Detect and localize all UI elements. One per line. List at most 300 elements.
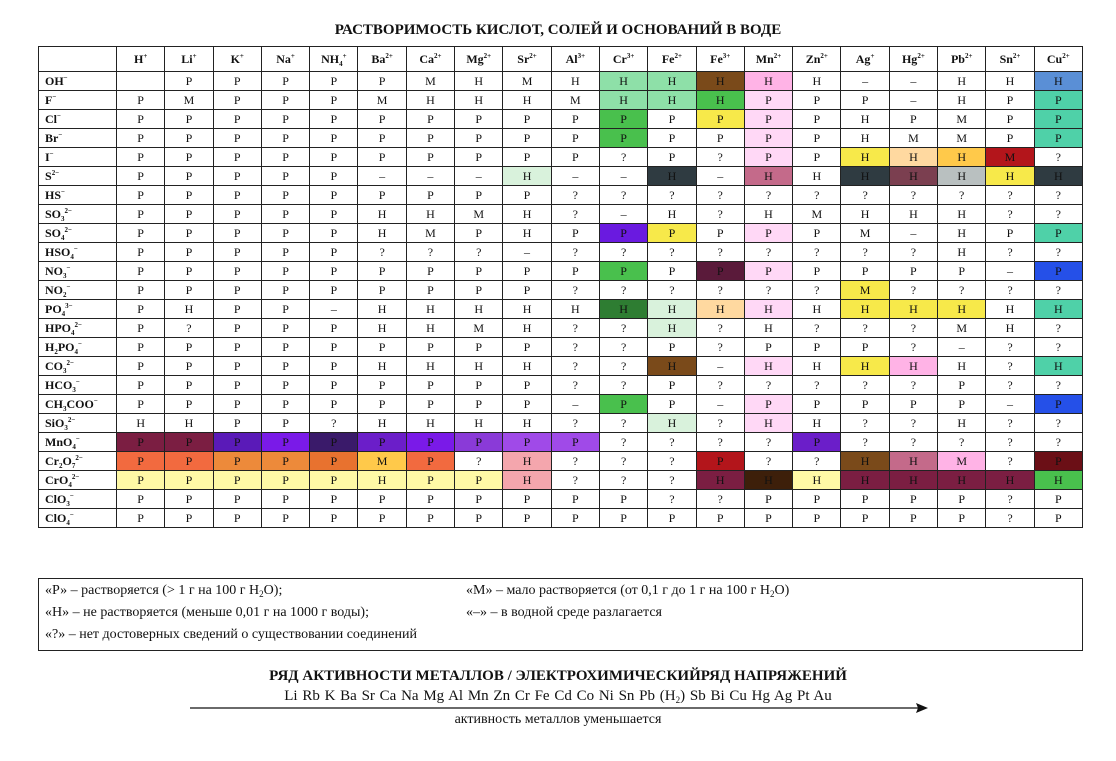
solubility-cell: Р xyxy=(117,338,165,357)
solubility-cell: Н xyxy=(938,357,986,376)
solubility-cell: Р xyxy=(358,376,406,395)
solubility-cell: Р xyxy=(455,224,503,243)
solubility-cell: ? xyxy=(1034,281,1082,300)
anion-label: $HCO_3^-$ xyxy=(39,376,117,395)
solubility-cell: Р xyxy=(165,243,213,262)
solubility-cell: М xyxy=(358,452,406,471)
solubility-cell: Р xyxy=(889,509,937,528)
solubility-cell: – xyxy=(551,167,599,186)
solubility-cell: Р xyxy=(599,490,647,509)
solubility-cell: ? xyxy=(310,414,358,433)
solubility-cell: Р xyxy=(310,319,358,338)
solubility-cell: Р xyxy=(358,148,406,167)
solubility-cell: Н xyxy=(358,357,406,376)
cation-header: $Mg^{2+}$ xyxy=(455,47,503,72)
solubility-cell: Р xyxy=(744,148,792,167)
table-row xyxy=(39,433,1083,452)
solubility-cell: Р xyxy=(310,186,358,205)
legend-box xyxy=(38,578,1083,651)
solubility-cell: Р xyxy=(117,243,165,262)
solubility-cell: Р xyxy=(117,91,165,110)
solubility-cell: Р xyxy=(406,148,454,167)
solubility-cell: Н xyxy=(841,471,889,490)
anion-label: $NO_2^-$ xyxy=(39,281,117,300)
solubility-cell: Р xyxy=(503,281,551,300)
solubility-cell: Р xyxy=(165,205,213,224)
solubility-cell: Н xyxy=(455,357,503,376)
solubility-cell: Н xyxy=(889,300,937,319)
solubility-cell: Р xyxy=(1034,509,1082,528)
solubility-cell: ? xyxy=(648,471,696,490)
solubility-cell: ? xyxy=(889,186,937,205)
solubility-cell: Р xyxy=(793,262,841,281)
cation-header: $NH_4^+$ xyxy=(310,47,358,72)
cation-header: Li+ xyxy=(165,47,213,72)
solubility-cell: Р xyxy=(648,110,696,129)
solubility-cell: Р xyxy=(261,262,309,281)
solubility-cell: Р xyxy=(503,262,551,281)
solubility-cell: Р xyxy=(213,414,261,433)
solubility-cell: Р xyxy=(213,490,261,509)
solubility-cell: Р xyxy=(261,224,309,243)
solubility-cell: ? xyxy=(551,205,599,224)
solubility-cell: ? xyxy=(744,243,792,262)
solubility-cell: Р xyxy=(1034,490,1082,509)
solubility-cell: Р xyxy=(503,148,551,167)
solubility-cell: ? xyxy=(841,376,889,395)
solubility-cell: Р xyxy=(117,129,165,148)
solubility-cell: ? xyxy=(938,186,986,205)
solubility-cell: ? xyxy=(986,357,1034,376)
solubility-cell: Р xyxy=(310,357,358,376)
solubility-cell: Р xyxy=(406,471,454,490)
solubility-cell: М xyxy=(938,129,986,148)
solubility-cell: Р xyxy=(406,490,454,509)
solubility-cell: Р xyxy=(938,509,986,528)
cation-header: $Hg^{2+}$ xyxy=(889,47,937,72)
solubility-cell: Р xyxy=(599,129,647,148)
solubility-cell: Р xyxy=(358,262,406,281)
solubility-cell: Р xyxy=(455,110,503,129)
solubility-cell: Н xyxy=(1034,300,1082,319)
table-row xyxy=(39,414,1083,433)
solubility-cell: Н xyxy=(648,357,696,376)
solubility-cell: Н xyxy=(406,91,454,110)
table-row xyxy=(39,91,1083,110)
table-row xyxy=(39,262,1083,281)
solubility-cell: Р xyxy=(503,433,551,452)
solubility-cell: ? xyxy=(1034,186,1082,205)
cation-header: $Ca^{2+}$ xyxy=(406,47,454,72)
table-row xyxy=(39,205,1083,224)
solubility-cell: Р xyxy=(261,471,309,490)
solubility-cell: Р xyxy=(310,262,358,281)
solubility-cell: ? xyxy=(551,471,599,490)
solubility-cell: Р xyxy=(165,167,213,186)
solubility-cell: Н xyxy=(455,91,503,110)
table-row xyxy=(39,224,1083,243)
solubility-cell: Н xyxy=(551,72,599,91)
solubility-cell: ? xyxy=(1034,243,1082,262)
table-row xyxy=(39,72,1083,91)
solubility-cell: Н xyxy=(889,167,937,186)
solubility-cell: Р xyxy=(117,319,165,338)
cation-header: $Zn^{2+}$ xyxy=(793,47,841,72)
solubility-cell: ? xyxy=(551,319,599,338)
solubility-cell: Н xyxy=(455,300,503,319)
solubility-cell: Р xyxy=(310,72,358,91)
solubility-cell: Р xyxy=(310,91,358,110)
solubility-cell: Р xyxy=(648,509,696,528)
solubility-cell: ? xyxy=(648,490,696,509)
solubility-cell: Н xyxy=(358,224,406,243)
anion-label: $CO_3^{2-}$ xyxy=(39,357,117,376)
solubility-cell: ? xyxy=(841,243,889,262)
solubility-cell: Р xyxy=(793,490,841,509)
solubility-cell: Н xyxy=(841,167,889,186)
solubility-cell: Р xyxy=(1034,91,1082,110)
solubility-cell: – xyxy=(551,395,599,414)
solubility-cell: Н xyxy=(793,471,841,490)
solubility-cell: ? xyxy=(358,243,406,262)
solubility-cell: Р xyxy=(117,300,165,319)
solubility-cell: ? xyxy=(696,205,744,224)
solubility-cell: Р xyxy=(455,262,503,281)
solubility-cell: Р xyxy=(599,110,647,129)
solubility-cell: М xyxy=(889,129,937,148)
anion-label: OH− xyxy=(39,72,117,91)
table-row xyxy=(39,148,1083,167)
solubility-cell: Р xyxy=(793,224,841,243)
solubility-cell: Р xyxy=(793,148,841,167)
solubility-cell: Р xyxy=(551,110,599,129)
solubility-cell: ? xyxy=(696,319,744,338)
solubility-cell: ? xyxy=(696,243,744,262)
solubility-cell: Р xyxy=(261,490,309,509)
solubility-cell: Р xyxy=(406,262,454,281)
corner-cell xyxy=(39,47,117,72)
solubility-cell: Р xyxy=(117,148,165,167)
solubility-cell: Р xyxy=(261,357,309,376)
solubility-cell: ? xyxy=(551,281,599,300)
solubility-cell: Р xyxy=(261,433,309,452)
solubility-cell: Р xyxy=(117,167,165,186)
solubility-cell: Р xyxy=(744,338,792,357)
anion-label: HS− xyxy=(39,186,117,205)
solubility-cell: Р xyxy=(310,224,358,243)
solubility-cell: ? xyxy=(986,205,1034,224)
solubility-cell: М xyxy=(841,224,889,243)
solubility-cell: ? xyxy=(551,357,599,376)
solubility-cell: Н xyxy=(793,414,841,433)
solubility-cell: Р xyxy=(213,262,261,281)
solubility-cell: ? xyxy=(744,281,792,300)
solubility-cell: ? xyxy=(599,376,647,395)
solubility-cell: Р xyxy=(117,186,165,205)
solubility-cell: Р xyxy=(117,281,165,300)
solubility-cell: ? xyxy=(889,338,937,357)
table-row xyxy=(39,509,1083,528)
solubility-cell: Р xyxy=(117,205,165,224)
solubility-cell: Р xyxy=(1034,262,1082,281)
table-row xyxy=(39,490,1083,509)
solubility-cell: ? xyxy=(406,243,454,262)
anion-label: $HPO_4^{2-}$ xyxy=(39,319,117,338)
solubility-cell: М xyxy=(938,319,986,338)
solubility-cell: Р xyxy=(213,471,261,490)
solubility-cell: Р xyxy=(117,490,165,509)
anion-label: ClO$_4$− xyxy=(39,509,117,528)
solubility-cell: Р xyxy=(165,148,213,167)
solubility-cell: Н xyxy=(503,167,551,186)
cation-header: H+ xyxy=(117,47,165,72)
solubility-cell: Н xyxy=(744,205,792,224)
solubility-cell: Р xyxy=(261,395,309,414)
solubility-cell: ? xyxy=(841,319,889,338)
solubility-cell: Р xyxy=(165,338,213,357)
solubility-cell: Р xyxy=(310,148,358,167)
solubility-cell: – xyxy=(938,338,986,357)
solubility-cell: ? xyxy=(889,433,937,452)
solubility-cell: ? xyxy=(599,148,647,167)
solubility-cell: ? xyxy=(648,243,696,262)
solubility-cell: Р xyxy=(841,509,889,528)
solubility-cell: Н xyxy=(744,167,792,186)
solubility-cell: М xyxy=(551,91,599,110)
solubility-cell: Р xyxy=(261,110,309,129)
table-row xyxy=(39,471,1083,490)
solubility-cell: Н xyxy=(986,72,1034,91)
solubility-cell: Р xyxy=(117,471,165,490)
solubility-cell: Н xyxy=(841,148,889,167)
solubility-cell: Р xyxy=(213,72,261,91)
solubility-cell: Р xyxy=(744,395,792,414)
solubility-cell: Р xyxy=(744,224,792,243)
solubility-cell: ? xyxy=(1034,414,1082,433)
solubility-cell: Н xyxy=(503,471,551,490)
solubility-cell: Р xyxy=(696,110,744,129)
solubility-cell: – xyxy=(841,72,889,91)
solubility-cell: ? xyxy=(1034,338,1082,357)
solubility-cell: Н xyxy=(793,300,841,319)
solubility-cell: Р xyxy=(261,338,309,357)
solubility-cell: М xyxy=(358,91,406,110)
solubility-cell: Н xyxy=(889,471,937,490)
solubility-cell: – xyxy=(889,72,937,91)
solubility-cell: Р xyxy=(117,357,165,376)
solubility-cell: Р xyxy=(117,376,165,395)
solubility-cell: ? xyxy=(599,243,647,262)
solubility-cell: Н xyxy=(744,357,792,376)
solubility-cell: – xyxy=(310,300,358,319)
solubility-cell: Р xyxy=(358,110,406,129)
solubility-cell: Р xyxy=(406,281,454,300)
anion-label: $SO_4^{2-}$ xyxy=(39,224,117,243)
solubility-cell: Р xyxy=(358,490,406,509)
cation-header: $Fe^{3+}$ xyxy=(696,47,744,72)
solubility-cell: Р xyxy=(213,110,261,129)
solubility-cell: Н xyxy=(938,224,986,243)
solubility-cell: Н xyxy=(841,110,889,129)
solubility-cell: Р xyxy=(841,262,889,281)
cation-header: $Sn^{2+}$ xyxy=(986,47,1034,72)
solubility-cell: Р xyxy=(503,338,551,357)
cation-header: Ag+ xyxy=(841,47,889,72)
solubility-cell: Р xyxy=(406,509,454,528)
solubility-cell: Р xyxy=(551,509,599,528)
legend-m: «М» – мало растворяется (от 0,1 г до 1 г на 100 г $H_2O$) xyxy=(466,583,790,599)
solubility-cell: Р xyxy=(551,148,599,167)
solubility-cell: Р xyxy=(889,262,937,281)
solubility-cell: Р xyxy=(938,262,986,281)
cation-header: $Fe^{2+}$ xyxy=(648,47,696,72)
solubility-cell: Р xyxy=(261,205,309,224)
solubility-cell: Н xyxy=(744,319,792,338)
solubility-cell: Р xyxy=(310,509,358,528)
solubility-cell: Н xyxy=(938,414,986,433)
solubility-cell: ? xyxy=(551,376,599,395)
solubility-cell: Р xyxy=(358,433,406,452)
solubility-cell: ? xyxy=(599,357,647,376)
solubility-cell: Р xyxy=(261,129,309,148)
solubility-cell: ? xyxy=(793,281,841,300)
solubility-cell: Н xyxy=(648,414,696,433)
solubility-cell: Р xyxy=(986,129,1034,148)
solubility-cell: Р xyxy=(455,186,503,205)
solubility-cell: Р xyxy=(165,395,213,414)
solubility-cell: Р xyxy=(406,376,454,395)
solubility-cell: Н xyxy=(841,300,889,319)
solubility-cell: ? xyxy=(648,452,696,471)
solubility-cell: Н xyxy=(648,205,696,224)
solubility-cell: Р xyxy=(938,395,986,414)
solubility-cell: Р xyxy=(455,129,503,148)
solubility-cell: ? xyxy=(793,376,841,395)
solubility-cell: Н xyxy=(358,414,406,433)
solubility-cell: Р xyxy=(889,110,937,129)
solubility-cell: Н xyxy=(938,300,986,319)
solubility-cell: Р xyxy=(261,509,309,528)
solubility-table xyxy=(38,46,1083,528)
solubility-cell: ? xyxy=(889,376,937,395)
solubility-cell: Н xyxy=(358,300,406,319)
table-row xyxy=(39,376,1083,395)
solubility-cell: Р xyxy=(986,224,1034,243)
solubility-cell: Р xyxy=(503,509,551,528)
anion-label: Cl− xyxy=(39,110,117,129)
table-row xyxy=(39,357,1083,376)
solubility-cell: Р xyxy=(793,338,841,357)
cation-header: $Al^{3+}$ xyxy=(551,47,599,72)
cation-header: $Mn^{2+}$ xyxy=(744,47,792,72)
solubility-cell: ? xyxy=(599,414,647,433)
solubility-cell: Р xyxy=(938,490,986,509)
anion-label: F− xyxy=(39,91,117,110)
solubility-cell: Р xyxy=(213,300,261,319)
solubility-cell: Н xyxy=(793,357,841,376)
solubility-cell: Н xyxy=(503,300,551,319)
solubility-cell: Р xyxy=(503,490,551,509)
solubility-cell: Р xyxy=(117,509,165,528)
solubility-cell: Н xyxy=(986,471,1034,490)
anion-label: $SO_3^{2-}$ xyxy=(39,205,117,224)
solubility-cell: ? xyxy=(744,186,792,205)
solubility-cell: Р xyxy=(261,452,309,471)
solubility-cell: Н xyxy=(841,452,889,471)
solubility-cell: Р xyxy=(310,338,358,357)
solubility-cell: Р xyxy=(648,262,696,281)
solubility-cell: Н xyxy=(503,357,551,376)
anion-label: $CH_3COO^-$ xyxy=(39,395,117,414)
anion-label: $Cr_2O_7^{2-}$ xyxy=(39,452,117,471)
solubility-cell: Р xyxy=(841,395,889,414)
solubility-cell: Р xyxy=(310,205,358,224)
solubility-cell: Р xyxy=(599,262,647,281)
solubility-cell: Р xyxy=(406,129,454,148)
solubility-cell: ? xyxy=(551,186,599,205)
solubility-cell: Р xyxy=(1034,395,1082,414)
solubility-cell: Р xyxy=(406,186,454,205)
anion-label: ClO$_3$− xyxy=(39,490,117,509)
solubility-cell: Н xyxy=(503,205,551,224)
solubility-cell: Р xyxy=(648,376,696,395)
solubility-cell: ? xyxy=(986,433,1034,452)
solubility-cell: ? xyxy=(599,281,647,300)
solubility-cell: Р xyxy=(310,395,358,414)
solubility-cell: ? xyxy=(599,186,647,205)
solubility-cell: Р xyxy=(696,452,744,471)
solubility-cell: ? xyxy=(986,281,1034,300)
solubility-cell: Р xyxy=(406,452,454,471)
solubility-cell: Р xyxy=(261,281,309,300)
solubility-cell: ? xyxy=(696,376,744,395)
solubility-cell: Р xyxy=(165,452,213,471)
solubility-cell: ? xyxy=(599,452,647,471)
solubility-cell: Р xyxy=(261,300,309,319)
solubility-cell: Р xyxy=(551,129,599,148)
solubility-cell: Н xyxy=(744,414,792,433)
solubility-cell: ? xyxy=(599,319,647,338)
solubility-cell: Н xyxy=(889,148,937,167)
solubility-cell: ? xyxy=(551,243,599,262)
solubility-cell: Н xyxy=(648,72,696,91)
solubility-cell: Р xyxy=(165,224,213,243)
solubility-cell: ? xyxy=(165,319,213,338)
solubility-cell: Н xyxy=(744,471,792,490)
solubility-cell: Н xyxy=(165,414,213,433)
solubility-cell: ? xyxy=(551,414,599,433)
solubility-cell: ? xyxy=(793,319,841,338)
solubility-cell: ? xyxy=(599,433,647,452)
solubility-cell: ? xyxy=(841,433,889,452)
cation-header: $Cr^{3+}$ xyxy=(599,47,647,72)
solubility-cell: Н xyxy=(599,72,647,91)
solubility-cell: Р xyxy=(744,91,792,110)
anion-label: $S^{2-}$ xyxy=(39,167,117,186)
table-row xyxy=(39,167,1083,186)
solubility-cell: Р xyxy=(599,395,647,414)
solubility-cell: Н xyxy=(841,129,889,148)
solubility-cell: Н xyxy=(696,72,744,91)
solubility-cell: – xyxy=(406,167,454,186)
solubility-cell: Р xyxy=(648,395,696,414)
solubility-cell: Р xyxy=(358,281,406,300)
solubility-cell: ? xyxy=(841,414,889,433)
solubility-cell: – xyxy=(358,167,406,186)
solubility-cell: ? xyxy=(455,452,503,471)
solubility-cell: ? xyxy=(455,243,503,262)
solubility-cell: ? xyxy=(648,186,696,205)
